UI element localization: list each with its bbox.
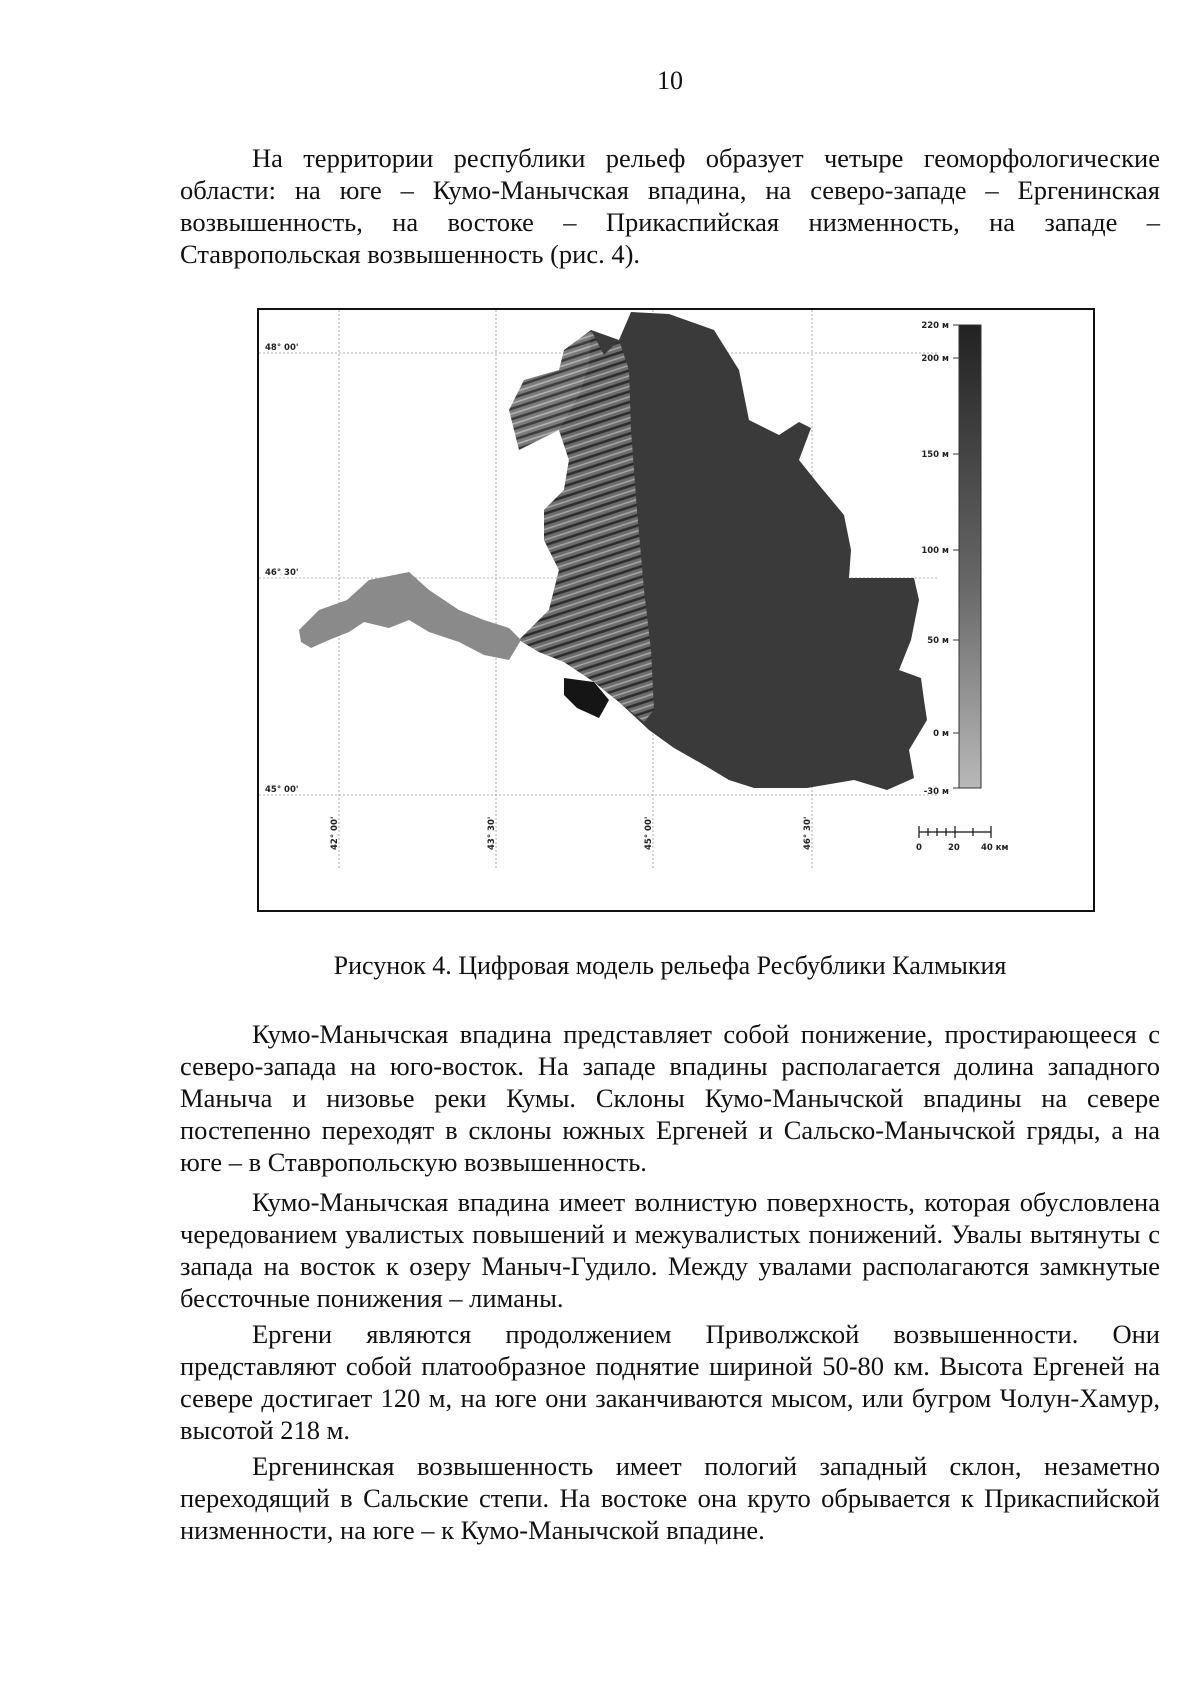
legend-label-0: 0 м (933, 729, 949, 739)
relief-map (259, 310, 1093, 910)
lon-label-43-30: 43° 30' (487, 816, 497, 850)
lon-label-42: 42° 00' (330, 816, 340, 850)
lon-label-45: 45° 00' (644, 816, 654, 850)
lat-label-46-30: 46° 30' (265, 568, 299, 578)
legend-label-100: 100 м (921, 546, 949, 556)
scale-label-20: 20 (948, 843, 960, 853)
relief-map-figure (257, 308, 1095, 912)
scale-label-40: 40 км (981, 843, 1009, 853)
paragraph-ergeni: Ергени являются продолжением Приволжской возвышенности. Они представляют собой платообразное поднятие шириной 50-80 км. Высота Ергеней на севере достигает 120 м, на юге они заканчиваются мысом, или бугром Чолун-Хамур, высотой 218 м. (180, 1319, 1160, 1445)
legend-ticks (953, 325, 959, 788)
legend-label-150: 150 м (921, 450, 949, 460)
legend-label-50: 50 м (927, 636, 949, 646)
legend-label-minus30: -30 м (923, 787, 949, 797)
lon-label-46-30: 46° 30' (803, 816, 813, 850)
paragraph-intro: На территории республики рельеф образует четыре геоморфологические области: на юге – Кумо-Манычская впадина, на северо-западе – Ергенинская возвышенность, на востоке – Прикаспийская низменность, на западе – Ставропольская возвышенность (рис. 4). (180, 143, 1160, 269)
paragraph-ergeni-slopes: Ергенинская возвышенность имеет пологий западный склон, незаметно переходящий в Сальские степи. На востоке она круто обрывается к Прикаспийской низменности, на юге – к Кумо-Манычской впадине. (180, 1451, 1160, 1545)
legend-label-220: 220 м (921, 321, 949, 331)
territory-west (299, 572, 521, 660)
scale-bar (919, 826, 991, 838)
paragraph-kumo-manych: Кумо-Манычская впадина представляет собой понижение, простирающееся с северо-запада на юго-восток. На западе впадины располагается долина западного Маныча и низовье реки Кумы. Склоны Кумо-Манычской впадины на севере постепенно переходят в склоны южных Ергеней и Сальско-Манычской гряды, а на юге – в Ставропольскую возвышенность. (180, 1019, 1160, 1177)
scale-label-0: 0 (916, 843, 922, 853)
legend-label-200: 200 м (921, 354, 949, 364)
legend-color-bar (959, 325, 981, 788)
figure-caption: Рисунок 4. Цифровая модель рельефа Ресбублики Калмыкия (333, 951, 1007, 980)
lat-label-48: 48° 00' (265, 343, 299, 353)
lat-label-45: 45° 00' (265, 785, 299, 795)
page-number: 10 (657, 66, 683, 95)
paragraph-kumo-manych-surface: Кумо-Манычская впадина имеет волнистую поверхность, которая обусловлена чередованием увалистых повышений и межувалистых понижений. Увалы вытянуты с запада на восток к озеру Маныч-Гудило. Между увалами располагаются замкнутые бессточные понижения – лиманы. (180, 1187, 1160, 1313)
